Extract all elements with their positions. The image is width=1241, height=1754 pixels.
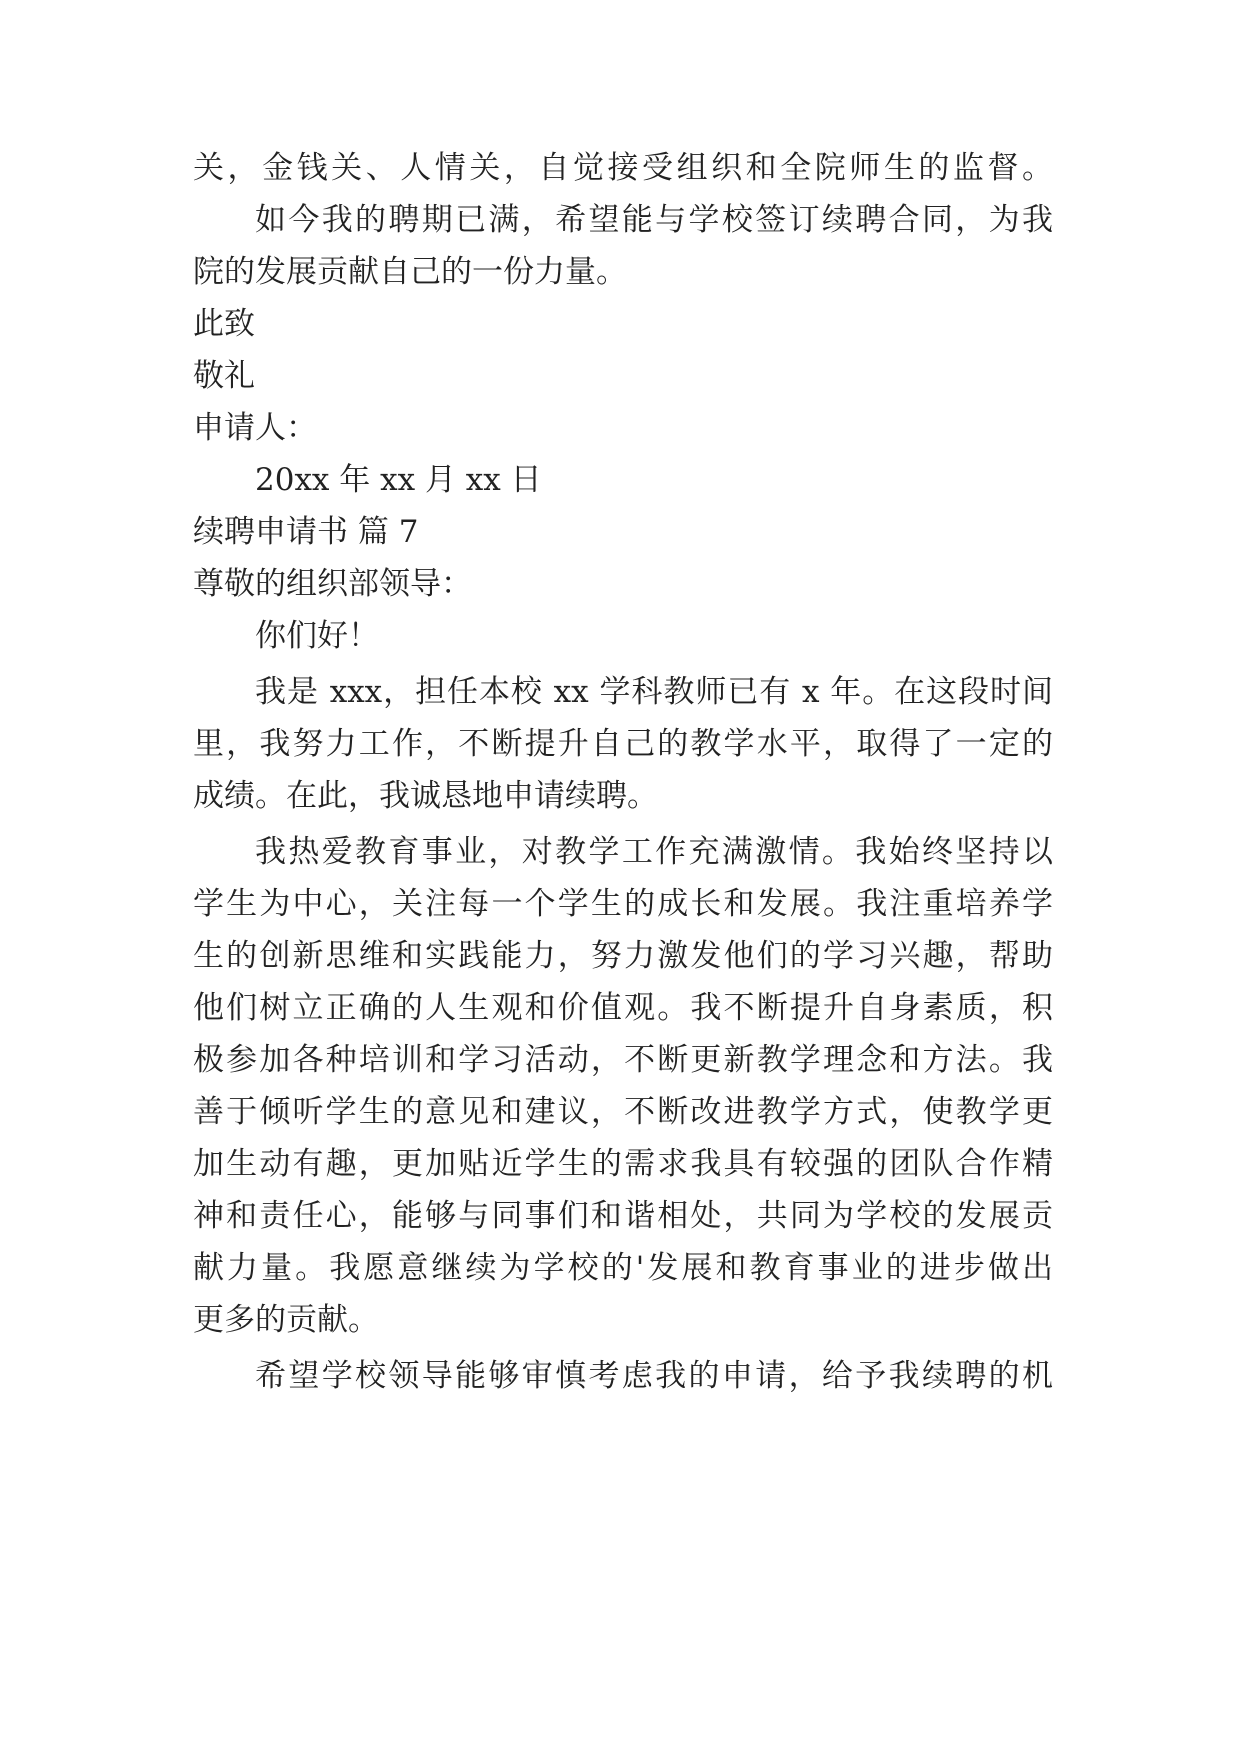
text-line: 我热爱教育事业，对教学工作充满激情。我始终坚持以 bbox=[255, 834, 1053, 870]
text-line: 我是 xxx，担任本校 xx 学科教师已有 x 年。在这段时间 bbox=[255, 674, 1053, 710]
text-line: 更多的贡献。 bbox=[193, 1302, 379, 1338]
salutation: 尊敬的组织部领导： bbox=[193, 566, 472, 602]
text-line: 成绩。在此，我诚恳地申请续聘。 bbox=[193, 778, 658, 814]
text-line: 善于倾听学生的意见和建议，不断改进教学方式，使教学更 bbox=[193, 1094, 1053, 1130]
text-line: 生的创新思维和实践能力，努力激发他们的学习兴趣，帮助 bbox=[193, 938, 1053, 974]
text-line: 极参加各种培训和学习活动，不断更新教学理念和方法。我 bbox=[193, 1042, 1053, 1078]
text-line: 学生为中心，关注每一个学生的成长和发展。我注重培养学 bbox=[193, 886, 1053, 922]
text-line: 里，我努力工作，不断提升自己的教学水平，取得了一定的 bbox=[193, 726, 1053, 762]
text-line: 希望学校领导能够审慎考虑我的申请，给予我续聘的机 bbox=[255, 1358, 1053, 1394]
text-line: 关，金钱关、人情关，自觉接受组织和全院师生的监督。 bbox=[193, 150, 1053, 186]
closing-text: 敬礼 bbox=[193, 358, 255, 394]
section-title: 续聘申请书 篇 7 bbox=[193, 514, 419, 550]
text-line: 如今我的聘期已满，希望能与学校签订续聘合同，为我 bbox=[255, 202, 1053, 238]
text-line: 他们树立正确的人生观和价值观。我不断提升自身素质，积 bbox=[193, 990, 1053, 1026]
text-line: 献力量。我愿意继续为学校的'发展和教育事业的进步做出 bbox=[193, 1250, 1053, 1286]
text-line: 院的发展贡献自己的一份力量。 bbox=[193, 254, 627, 290]
date-line: 20xx 年 xx 月 xx 日 bbox=[255, 462, 542, 498]
text-line: 神和责任心，能够与同事们和谐相处，共同为学校的发展贡 bbox=[193, 1198, 1053, 1234]
greeting: 你们好！ bbox=[255, 618, 379, 654]
text-line: 加生动有趣，更加贴近学生的需求我具有较强的团队合作精 bbox=[193, 1146, 1053, 1182]
closing-text: 此致 bbox=[193, 306, 255, 342]
applicant-label: 申请人： bbox=[193, 410, 317, 446]
